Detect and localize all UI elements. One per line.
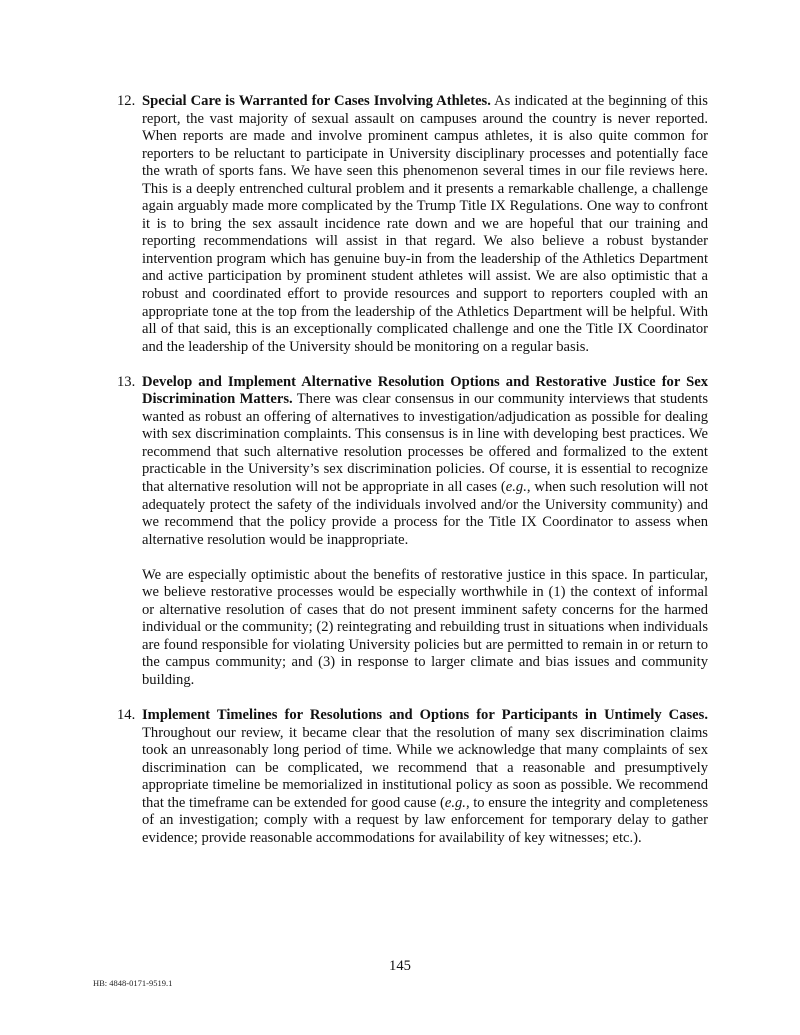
item-number: 13. [117, 373, 136, 390]
item-text-tail: , to ensure the integrity and completeness of an investigation; comply with a request by law enforcement for temporary delay to gather evidence; provide reasonable accommodations for availability of key witnesses; etc.). [142, 794, 708, 846]
item-paragraph [142, 707, 708, 847]
item-text: There was clear consensus in our community interviews that students wanted as robust an offering of alternatives to investigation/adjudication as possible for dealing with sex discrimination complaints. This consensus is in line with developing best practices. We recommend that such alternative resolution processes be offered and formalized to the extent practicable in the University’s sex discrimination policies. Of course, it is essential to recognize that alternative resolution will not be appropriate in all cases ( [142, 391, 708, 495]
italic-eg: e.g. [444, 794, 466, 811]
document-body [117, 93, 708, 865]
page-number: 145 [389, 958, 411, 974]
item-text-tail: , when such resolution will not adequately protect the safety of the individuals involved and/or the University community) and we recommend that the policy provide a process for the Title IX Coordinator to assess when alternative resolution would be inappropriate. [142, 478, 708, 548]
item-heading: Implement Timelines for Resolutions and Options for Participants in Untimely Cases. [142, 707, 708, 723]
italic-eg: e.g. [505, 478, 527, 495]
item-number: 14. [117, 707, 136, 723]
recommendation-item-14 [117, 707, 708, 847]
recommendation-item-12 [117, 93, 708, 356]
item-paragraph-2: We are especially optimistic about the benefits of restorative justice in this space. In particular, we believe restorative processes would be especially worthwhile in (1) the context of informal or alternative resolution of cases that do not present imminent safety concerns for the harmed individual or the community; (2) reintegrating and rebuilding trust in situations when individuals are found responsible for violating University policies but are permitted to remain in or return to the campus community; and (3) in response to larger climate and bias issues and community building. [142, 566, 708, 688]
item-paragraph [142, 374, 708, 549]
item-heading: Special Care is Warranted for Cases Involving Athletes. [142, 93, 491, 109]
recommendation-item-13 [117, 374, 708, 690]
item-text: Throughout our review, it became clear that the resolution of many sex discrimination claims took an unreasonably long period of time. While we acknowledge that many complaints of sex discrimination can be complicated, we recommend that a reasonable and presumptively appropriate timeline be memorialized in institutional policy as soon as possible. We recommend that the timeframe can be extended for good cause ( [142, 724, 708, 811]
item-number: 12. [117, 93, 136, 109]
item-text: As indicated at the beginning of this report, the vast majority of sexual assault on campuses around the country is never reported. When reports are made and involve prominent campus athletes, it is also quite common for reporters to be reluctant to participate in University disciplinary processes and potentially face the wrath of sports fans. We have seen this phenomenon several times in our file reviews here. This is a deeply entrenched cultural problem and it presents a remarkable challenge, a challenge again arguably made more complicated by the Trump Title IX Regulations. One way to confront it is to bring the sex assault incidence rate down and we are hopeful that our training and reporting recommendations will assist in that regard. We also believe a robust bystander intervention program which has genuine buy-in from the leadership of the Athletics Department and active participation by prominent student athletes will assist. We are also optimistic that a robust and coordinated effort to provide resources and support to reporters coupled with an appropriate tone at the top from the leadership of the Athletics Department will be helpful. With all of that said, this is an exceptionally complicated challenge and one the Title IX Coordinator and the leadership of the University should be monitoring on a regular basis. [142, 93, 708, 355]
item-paragraph [142, 93, 708, 356]
document-id-footer: HB: 4848-0171-9519.1 [93, 978, 173, 988]
item-heading: Develop and Implement Alternative Resolution Options and Restorative Justice for Sex Discrimination Matters. [142, 373, 708, 408]
